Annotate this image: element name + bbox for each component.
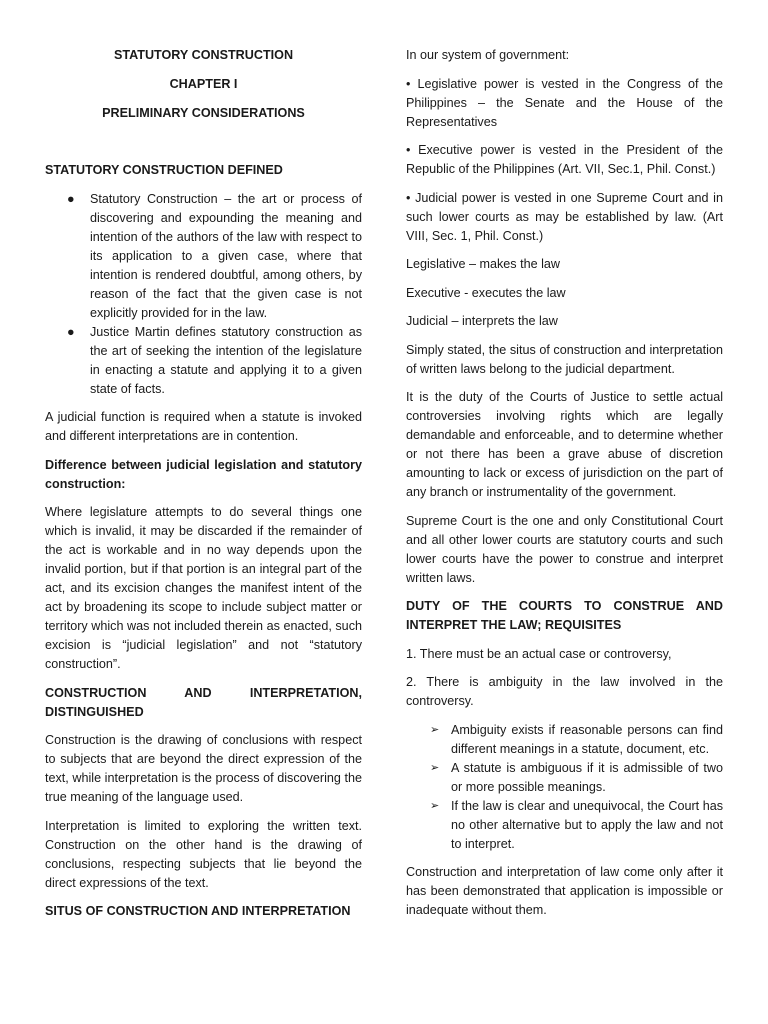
paragraph-system: In our system of government: (406, 48, 570, 62)
definition-list (45, 190, 362, 399)
role-executive: Executive - executes the law (406, 285, 566, 300)
paragraph-supreme-court: Supreme Court is the one and only Constitutional Court and all other lower courts are statutory courts and such lower courts have the power to construe and interpret written laws. (406, 513, 723, 585)
power-executive: • Executive power is vested in the President of the Republic of the Philippines (Art. VII, Sec.1, Phil. Const.) (406, 143, 723, 176)
list-item: ● Justice Martin defines statutory construction as the art of seeking the intention of the legislature in enacting a statute and applying it to a given state of facts. (67, 324, 362, 396)
list-item: ➢ If the law is clear and unequivocal, the Court has no other alternative but to apply the law and not to interpret. (430, 798, 723, 851)
arrow-bullet-icon: ➢ (430, 761, 440, 774)
section-heading-defined: STATUTORY CONSTRUCTION DEFINED (45, 163, 283, 177)
doc-title: STATUTORY CONSTRUCTION (113, 48, 294, 62)
bullet-icon: ● (67, 324, 75, 339)
paragraph-duty: It is the duty of the Courts of Justice to settle actual controversies involving rights which are legally demandable and enforceable, and to determine whether or not there has been a grave abuse of discretion amounting to lack or excess of jurisdiction on the part of any branch or instrumentality of the government. (406, 390, 723, 499)
power-judicial: • Judicial power is vested in one Supreme Court and in such lower courts as may be established by law. (Art VIII, Sec. 1, Phil. Const.) (406, 190, 723, 243)
right-column (406, 46, 723, 930)
section-heading-difference: Difference between judicial legislation and statutory construction: (45, 457, 362, 491)
role-legislative: Legislative – makes the law (406, 257, 561, 271)
list-item: ➢ Ambiguity exists if reasonable persons can find different meanings in a statute, document, etc. (430, 722, 723, 756)
paragraph-interpretation: Interpretation is limited to exploring the written text. Construction on the other hand is the drawing of conclusions, respecting subjects that lie beyond the direct expressions of the text. (45, 818, 362, 890)
arrow-bullet-icon: ➢ (430, 799, 440, 812)
section-heading-situs: SITUS OF CONSTRUCTION AND INTERPRETATION (45, 904, 351, 918)
chapter-title: PRELIMINARY CONSIDERATIONS (102, 106, 305, 120)
power-legislative: • Legislative power is vested in the Congress of the Philippines – the Senate and the House of the Representatives (406, 76, 723, 129)
paragraph-where-legislature: Where legislature attempts to do several things one which is invalid, it may be discarded if the remainder of the act is workable and in no way depends upon the invalid portion, but if that portion is an integral part of the act, and its excision changes the manifest intent of the act by broadening its scope to include subject matter or territory which was not included therein as enacted, such excision is “judicial legislation” and not “statutory construction”. (45, 505, 362, 671)
ambiguity-list (406, 721, 723, 854)
paragraph-construction: Construction is the drawing of conclusions with respect to subjects that are beyond the direct expression of the text, while interpretation is the process of discovering the true meaning of the language used. (45, 733, 362, 804)
paragraph-judicial-function: A judicial function is required when a statute is invoked and different interpretations are in contention. (45, 410, 362, 443)
arrow-bullet-icon: ➢ (430, 723, 440, 736)
left-column (45, 46, 362, 931)
requisite-1: 1. There must be an actual case or controversy, (406, 646, 672, 661)
section-heading-distinguished: CONSTRUCTION AND INTERPRETATION, DISTINGUISHED (45, 685, 362, 719)
chapter-label: CHAPTER I (169, 77, 238, 91)
list-item: ➢ A statute is ambiguous if it is admissible of two or more possible meanings. (430, 760, 723, 794)
requisite-2: 2. There is ambiguity in the law involved in the controversy. (406, 675, 723, 708)
section-heading-requisites: DUTY OF THE COURTS TO CONSTRUE AND INTERPRET THE LAW; REQUISITES (406, 599, 723, 632)
paragraph-final: Construction and interpretation of law come only after it has been demonstrated that application is impossible or inadequate without them. (406, 865, 723, 917)
list-item: ● Statutory Construction – the art or process of discovering and expounding the meaning and intention of the authors of the law with respect to its application to a given case, where that intention is rendered doubtful, among others, by reason of the fact that the given case is not explicitly provided for in the law. (67, 191, 362, 320)
paragraph-simply-stated: Simply stated, the situs of construction and interpretation of written laws belong to the judicial department. (406, 342, 723, 376)
role-judicial: Judicial – interprets the law (406, 314, 558, 328)
bullet-icon: ● (67, 191, 75, 206)
